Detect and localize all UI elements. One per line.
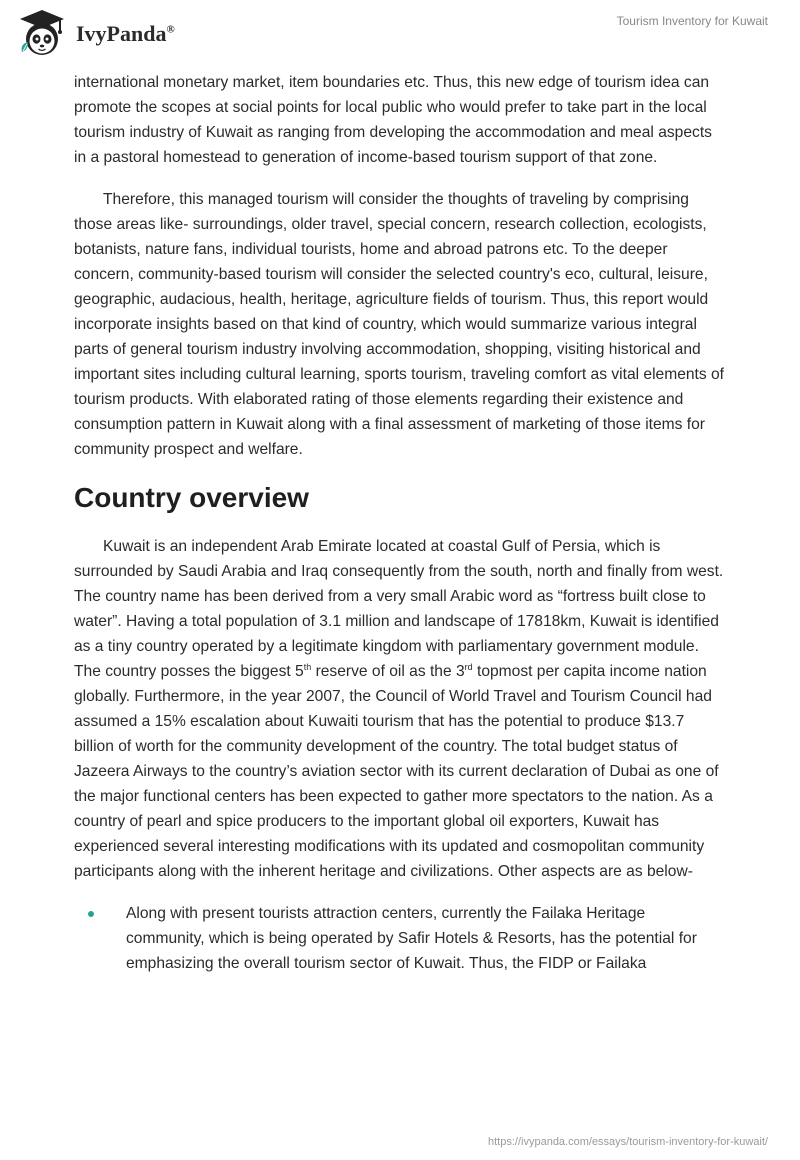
section-heading: Country overview xyxy=(74,482,309,513)
list-item xyxy=(74,901,726,976)
paragraph: international monetary market, item boundaries etc. Thus, this new edge of tourism idea can promote the scopes at social points for local public who would prefer to take part in the local tourism industry of Kuwait as ranging from developing the accommodation and meal aspects in a pastoral homestead to generation of income-based tourism support of that zone. xyxy=(74,74,712,166)
text-run: Kuwait is an independent Arab Emirate located at coastal Gulf of Persia, which is surrounded by Saudi Arabia and Iraq consequently from the south, north and finally from west. The country name has been derived from a very small Arabic word as “fortress built close to water”. Having a total population of 3.1 million and landscape of 17818km, Kuwait is identified as a tiny country operated by a legitimate kingdom with parliamentary government module. The country posses the biggest 5 xyxy=(74,538,724,680)
text-run: topmost per capita income nation globally. Furthermore, in the year 2007, the Council of World Travel and Tourism Council had assumed a 15% escalation about Kuwaiti tourism that has the potential to produce $13.7 billion of worth for the community development of the country. The total budget status of Jazeera Airways to the country’s aviation sector with its current declaration of Dubai as one of the major functional centers has been expected to gather more spectators to the nation. As a country of pearl and spice producers to the important global oil exporters, Kuwait has experienced several interesting modifications with its updated and cosmopolitan community participants along with the inherent heritage and civilizations. Other aspects are as below- xyxy=(74,663,719,880)
document-title: Tourism Inventory for Kuwait xyxy=(616,14,768,28)
superscript: rd xyxy=(464,661,473,672)
registered-mark: ® xyxy=(166,23,175,36)
text-run: reserve of oil as the 3 xyxy=(311,663,465,680)
brand-name: IvyPanda® xyxy=(76,21,175,46)
paragraph: Therefore, this managed tourism will consider the thoughts of traveling by comprising those areas like- surroundings, older travel, special concern, research collection, ecologists, botanists, nature fans, individual tourists, home and abroad patrons etc. To the deeper concern, community-based tourism will consider the selected country's eco, cultural, leisure, geographic, audacious, health, heritage, agriculture fields of tourism. Thus, this report would incorporate insights based on that kind of country, which would summarize various integral parts of general tourism industry involving accommodation, shopping, visiting historical and important sites including cultural learning, sports tourism, traveling comfort as vital elements of tourism products. With elaborated rating of those elements regarding their existence and consumption pattern in Kuwait along with a final assessment of marketing of those items for community prospect and welfare. xyxy=(74,191,725,458)
superscript: th xyxy=(303,661,312,672)
bullet-list xyxy=(74,901,726,976)
panda-graduate-icon xyxy=(14,6,70,62)
page-header xyxy=(0,0,800,70)
source-url[interactable]: https://ivypanda.com/essays/tourism-inventory-for-kuwait/ xyxy=(488,1136,768,1148)
essay-body xyxy=(74,70,726,976)
ivypanda-logo[interactable] xyxy=(14,6,175,62)
bullet-icon xyxy=(88,911,94,917)
list-item-text: Along with present tourists attraction centers, currently the Failaka Heritage community, which is being operated by Safir Hotels & Resorts, has the potential for emphasizing the overall tourism sector of Kuwait. Thus, the FIDP or Failaka xyxy=(126,905,697,972)
paragraph xyxy=(74,534,726,884)
